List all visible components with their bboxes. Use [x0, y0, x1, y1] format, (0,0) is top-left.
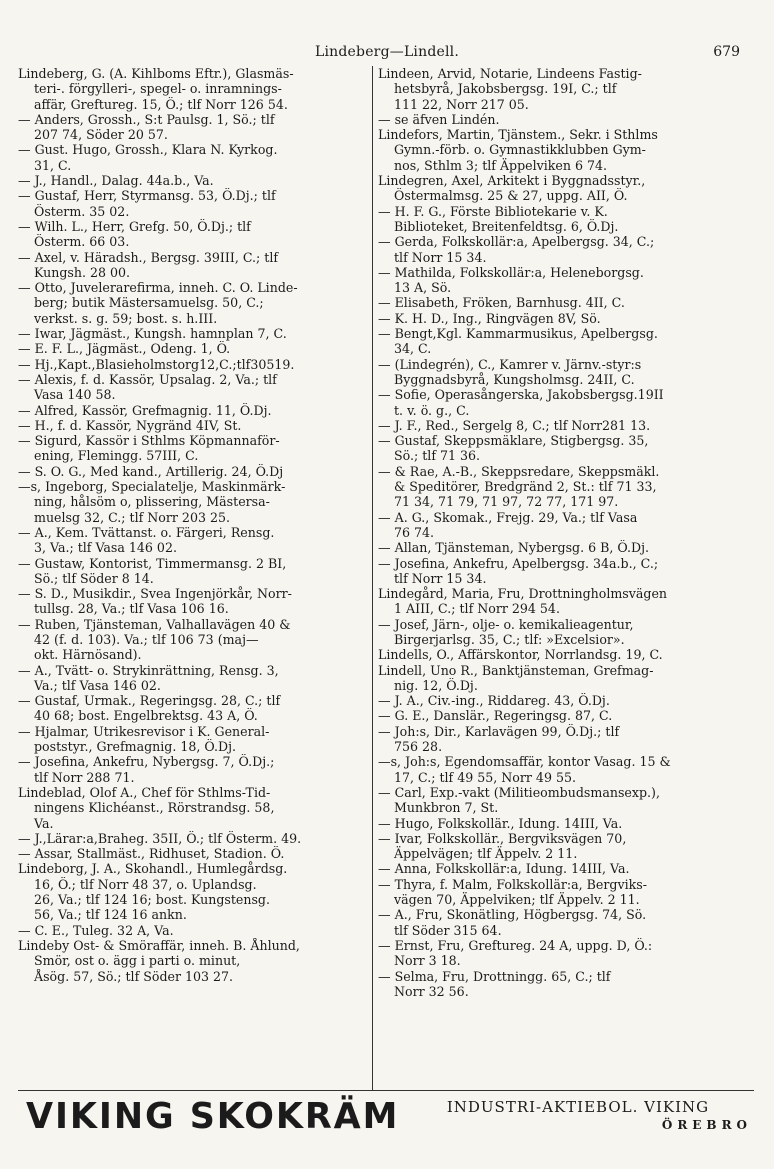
entry-line: — Ernst, Fru, Greftureg. 24 A, uppg. D, Ö.: — [378, 937, 653, 953]
directory-entry — [18, 219, 370, 250]
entry-continuation: berg; butik Mästersamuelsg. 50, C.; — [34, 295, 264, 311]
entry-line: — Gustaf, Herr, Styrmansg. 53, Ö.Dj.; tlf — [18, 188, 276, 204]
directory-entry — [378, 265, 754, 296]
directory-entry — [378, 540, 754, 555]
entry-line: — G. E., Danslär., Regeringsg. 87, C. — [378, 708, 613, 724]
directory-entry — [378, 66, 754, 112]
entry-line: Lindeblad, Olof A., Chef för Sthlms-Tid- — [18, 784, 271, 800]
entry-line: Lindells, O., Affärskontor, Norrlandsg. 19, C. — [378, 647, 663, 663]
entry-continuation: 56, Va.; tlf 124 16 ankn. — [34, 907, 187, 923]
entry-line: —s, Ingeborg, Specialatelje, Maskinmärk- — [18, 479, 286, 495]
directory-entry — [18, 280, 370, 326]
directory-entry — [18, 693, 370, 724]
entry-line: Lindeen, Arvid, Notarie, Lindeens Fastig- — [378, 66, 642, 81]
entry-line: Lindeborg, J. A., Skohandl., Humlegårdsg. — [18, 861, 288, 877]
entry-continuation: 26, Va.; tlf 124 16; bost. Kungstensg. — [34, 892, 270, 908]
entry-continuation: 40 68; bost. Engelbrektsg. 43 A, Ö. — [34, 708, 258, 724]
entry-continuation: nig. 12, Ö.Dj. — [394, 677, 478, 693]
entry-continuation: tlf Norr 288 71. — [34, 769, 135, 785]
entry-continuation: nos, Sthlm 3; tlf Äppelviken 6 74. — [394, 157, 608, 173]
entry-continuation: Va. — [34, 815, 54, 831]
entry-line: — K. H. D., Ing., Ringvägen 8V, Sö. — [378, 310, 601, 326]
entry-continuation: tlf Norr 15 34. — [394, 249, 487, 265]
entry-line: — Elisabeth, Fröken, Barnhusg. 4II, C. — [378, 295, 625, 311]
entry-line: — Bengt,Kgl. Kammarmusikus, Apelbergsg. — [378, 326, 658, 342]
page-header — [0, 44, 774, 66]
directory-entry — [18, 724, 370, 755]
directory-entry — [378, 617, 754, 648]
directory-entry — [18, 112, 370, 143]
entry-continuation: 16, Ö.; tlf Norr 48 37, o. Uplandsg. — [34, 876, 257, 892]
directory-entry — [18, 372, 370, 403]
entry-line: — Hugo, Folkskollär., Idung. 14III, Va. — [378, 815, 623, 831]
directory-entry — [18, 556, 370, 587]
entry-line: Lindegren, Axel, Arkitekt i Byggnadsstyr., — [378, 173, 646, 189]
entry-line: —s, Joh:s, Egendomsaffär, kontor Vasag. 15 & — [378, 754, 671, 770]
page-number: 679 — [713, 44, 740, 60]
entry-line: — Gust. Hugo, Grossh., Klara N. Kyrkog. — [18, 142, 278, 158]
entry-continuation: Norr 3 18. — [394, 953, 461, 969]
directory-entry — [378, 311, 754, 326]
entry-line: — Anders, Grossh., S:t Paulsg. 1, Sö.; tlf — [18, 111, 275, 127]
entry-continuation: verkst. s. g. 59; bost. s. h.III. — [34, 310, 218, 326]
entry-line: Lindeberg, G. (A. Kihlboms Eftr.), Glasmäs- — [18, 66, 294, 81]
directory-entry — [378, 112, 754, 127]
entry-line: Lindegård, Maria, Fru, Drottningholmsvägen — [378, 586, 668, 602]
entry-line: — Ruben, Tjänsteman, Valhallavägen 40 & — [18, 616, 291, 632]
entry-line: — E. F. L., Jägmäst., Odeng. 1, Ö. — [18, 341, 231, 357]
entry-line: — J. F., Red., Sergelg 8, C.; tlf Norr281 13. — [378, 417, 651, 433]
directory-entry — [18, 250, 370, 281]
entry-continuation: 13 A, Sö. — [394, 280, 452, 296]
directory-entry — [378, 127, 754, 173]
entry-line: — Hjalmar, Utrikesrevisor i K. General- — [18, 723, 270, 739]
directory-entry — [378, 708, 754, 723]
entry-line: — Sofie, Operasångerska, Jakobsbergsg.19II — [378, 387, 664, 403]
entry-continuation: Östermalmsg. 25 & 27, uppg. AII, Ö. — [394, 188, 628, 204]
entry-line: — Carl, Exp.-vakt (Militieombudsmansexp.), — [378, 784, 660, 800]
directory-entry — [18, 663, 370, 694]
entry-continuation: 3, Va.; tlf Vasa 146 02. — [34, 540, 177, 556]
directory-entry — [18, 846, 370, 861]
entry-continuation: 756 28. — [394, 739, 443, 755]
directory-entry — [18, 525, 370, 556]
entry-line: — A., Fru, Skonätling, Högbergsg. 74, Sö. — [378, 907, 647, 923]
entry-line: — Axel, v. Häradsh., Bergsg. 39III, C.; tlf — [18, 249, 279, 265]
entry-continuation: Smör, ost o. ägg i parti o. minut, — [34, 953, 241, 969]
entry-continuation: 111 22, Norr 217 05. — [394, 96, 529, 112]
ad-brand: VIKING SKOKRÄM — [26, 1096, 400, 1137]
entry-line: — Allan, Tjänsteman, Nybergsg. 6 B, Ö.Dj. — [378, 540, 649, 556]
directory-entry — [378, 816, 754, 831]
directory-entry — [18, 754, 370, 785]
entry-line: — A., Tvätt- o. Strykinrättning, Rensg. 3, — [18, 662, 279, 678]
entry-continuation: Åsög. 57, Sö.; tlf Söder 103 27. — [34, 968, 234, 984]
entry-continuation: tullsg. 28, Va.; tlf Vasa 106 16. — [34, 601, 229, 617]
directory-entry — [378, 938, 754, 969]
directory-entry — [18, 403, 370, 418]
directory-entry — [378, 969, 754, 1000]
directory-entry — [18, 418, 370, 433]
entry-continuation: teri-. förgylleri-, spegel- o. inramnings- — [34, 81, 282, 97]
entry-continuation: t. v. ö. g., C. — [394, 402, 470, 418]
entry-continuation: Österm. 66 03. — [34, 234, 130, 250]
entry-line: — J., Handl., Dalag. 44a.b., Va. — [18, 173, 214, 189]
directory-entry — [18, 142, 370, 173]
entry-continuation: ning, hålsöm o, plissering, Mästersa- — [34, 494, 270, 510]
directory-entry — [378, 907, 754, 938]
entry-continuation: Va.; tlf Vasa 146 02. — [34, 677, 161, 693]
directory-entry — [18, 923, 370, 938]
left-column — [18, 66, 370, 984]
entry-continuation: tlf Söder 315 64. — [394, 922, 502, 938]
entry-continuation: Kungsh. 28 00. — [34, 264, 131, 280]
directory-entry — [18, 66, 370, 112]
directory-entry — [378, 693, 754, 708]
entry-continuation: ening, Flemingg. 57III, C. — [34, 448, 199, 464]
directory-entry — [18, 831, 370, 846]
entry-continuation: Byggnadsbyrå, Kungsholmsg. 24II, C. — [394, 371, 635, 387]
entry-line: — Anna, Folkskollär:a, Idung. 14III, Va. — [378, 861, 630, 877]
entry-line: — (Lindegrén), C., Kamrer v. Järnv.-styr:s — [378, 356, 642, 372]
entry-line: — Selma, Fru, Drottningg. 65, C.; tlf — [378, 968, 611, 984]
entry-line: — & Rae, A.-B., Skeppsredare, Skeppsmäkl. — [378, 463, 660, 479]
directory-entry — [378, 433, 754, 464]
directory-entry — [378, 785, 754, 816]
right-column — [378, 66, 754, 999]
entry-line: — S. D., Musikdir., Svea Ingenjörkår, Norr- — [18, 586, 292, 602]
directory-entry — [378, 831, 754, 862]
directory-entry — [18, 938, 370, 984]
column-divider — [372, 66, 373, 1090]
entry-line: — Sigurd, Kassör i Sthlms Köpmannaför- — [18, 433, 280, 449]
directory-entry — [378, 387, 754, 418]
directory-entry — [18, 341, 370, 356]
entry-continuation: Norr 32 56. — [394, 983, 469, 999]
entry-continuation: Gymn.-förb. o. Gymnastikklubben Gym- — [394, 142, 646, 158]
directory-entry — [378, 861, 754, 876]
entry-continuation: 76 74. — [394, 524, 435, 540]
directory-entry — [18, 326, 370, 341]
entry-line: — Ivar, Folkskollär., Bergviksvägen 70, — [378, 830, 627, 846]
ad-company: INDUSTRI-AKTIEBOL. VIKING — [446, 1098, 710, 1116]
entry-line: — Josefina, Ankefru, Apelbergsg. 34a.b., C.; — [378, 555, 659, 571]
directory-entry — [18, 785, 370, 831]
entry-continuation: hetsbyrå, Jakobsbergsg. 19I, C.; tlf — [394, 81, 617, 97]
entry-continuation: ningens Klichéanst., Rörstrandsg. 58, — [34, 800, 275, 816]
entry-continuation: muelsg 32, C.; tlf Norr 203 25. — [34, 509, 230, 525]
directory-entry — [378, 418, 754, 433]
entry-line: — Gustaf, Urmak., Regeringsg. 28, C.; tlf — [18, 693, 281, 709]
entry-continuation: Biblioteket, Breitenfeldtsg. 6, Ö.Dj. — [394, 218, 619, 234]
entry-line: — Josefina, Ankefru, Nybergsg. 7, Ö.Dj.; — [18, 754, 275, 770]
entry-continuation: & Speditörer, Bredgränd 2, St.: tlf 71 33, — [394, 479, 657, 495]
directory-entry — [378, 556, 754, 587]
entry-line: — Gustaw, Kontorist, Timmermansg. 2 BI, — [18, 555, 287, 571]
directory-entry — [18, 479, 370, 525]
advertisement-banner — [18, 1094, 758, 1138]
directory-entry — [378, 295, 754, 310]
entry-line: — A. G., Skomak., Frejg. 29, Va.; tlf Vasa — [378, 509, 638, 525]
directory-entry — [18, 617, 370, 663]
directory-entry — [18, 861, 370, 922]
entry-line: — se äfven Lindén. — [378, 111, 500, 127]
entry-line: — Otto, Juvelerarefirma, inneh. C. O. Linde- — [18, 280, 298, 296]
directory-entry — [378, 754, 754, 785]
entry-line: Lindell, Uno R., Banktjänsteman, Grefmag- — [378, 662, 654, 678]
entry-continuation: 17, C.; tlf 49 55, Norr 49 55. — [394, 769, 576, 785]
directory-entry — [18, 464, 370, 479]
entry-continuation: 31, C. — [34, 157, 72, 173]
entry-continuation: affär, Greftureg. 15, Ö.; tlf Norr 126 54. — [34, 96, 288, 112]
directory-entry — [18, 173, 370, 188]
directory-entry — [378, 647, 754, 662]
entry-continuation: vägen 70, Äppelviken; tlf Äppelv. 2 11. — [394, 892, 640, 908]
entry-continuation: 42 (f. d. 103). Va.; tlf 106 73 (maj— — [34, 631, 259, 647]
footer-rule — [18, 1090, 754, 1091]
entry-line: — Gerda, Folkskollär:a, Apelbergsg. 34, C.; — [378, 234, 655, 250]
directory-entry — [378, 173, 754, 204]
entry-line: — S. O. G., Med kand., Artillerig. 24, Ö.Dj — [18, 463, 284, 479]
entry-continuation: Birgerjarlsg. 35, C.; tlf: »Excelsior». — [394, 631, 625, 647]
entry-continuation: Sö.; tlf Söder 8 14. — [34, 570, 154, 586]
entry-continuation: Munkbron 7, St. — [394, 800, 499, 816]
entry-line: — J. A., Civ.-ing., Riddareg. 43, Ö.Dj. — [378, 693, 610, 709]
entry-continuation: Österm. 35 02. — [34, 203, 130, 219]
entry-line: Lindefors, Martin, Tjänstem., Sekr. i Sthlms — [378, 127, 658, 143]
entry-line: — H. F. G., Förste Bibliotekarie v. K. — [378, 203, 608, 219]
entry-line: — Hj.,Kapt.,Blasieholmstorg12,C.;tlf30519. — [18, 356, 295, 372]
entry-continuation: okt. Härnösand). — [34, 647, 142, 663]
entry-line: — Mathilda, Folkskollär:a, Heleneborgsg. — [378, 264, 644, 280]
entry-line: — Assar, Stallmäst., Ridhuset, Stadion. Ö. — [18, 846, 285, 862]
entry-line: — C. E., Tuleg. 32 A, Va. — [18, 922, 174, 938]
directory-entry — [378, 663, 754, 694]
entry-line: — Alexis, f. d. Kassör, Upsalag. 2, Va.; tlf — [18, 371, 277, 387]
entry-line: — H., f. d. Kassör, Nygränd 4IV, St. — [18, 417, 242, 433]
entry-line: — Iwar, Jägmäst., Kungsh. hamnplan 7, C. — [18, 326, 287, 342]
entry-line: — Wilh. L., Herr, Grefg. 50, Ö.Dj.; tlf — [18, 218, 251, 234]
entry-continuation: 34, C. — [394, 341, 432, 357]
directory-entry — [18, 188, 370, 219]
entry-line: — Joh:s, Dir., Karlavägen 99, Ö.Dj.; tlf — [378, 723, 620, 739]
entry-continuation: 1 AIII, C.; tlf Norr 294 54. — [394, 601, 560, 617]
ad-city: ÖREBRO — [661, 1118, 752, 1132]
entry-line: — Alfred, Kassör, Grefmagnig. 11, Ö.Dj. — [18, 402, 272, 418]
directory-entry — [378, 326, 754, 357]
directory-entry — [378, 464, 754, 510]
directory-entry — [378, 877, 754, 908]
directory-entry — [378, 234, 754, 265]
entry-line: Lindeby Ost- & Smöraffär, inneh. B. Åhlund, — [18, 937, 300, 953]
entry-line: — A., Kem. Tvättanst. o. Färgeri, Rensg. — [18, 524, 275, 540]
directory-entry — [18, 433, 370, 464]
entry-line: — Thyra, f. Malm, Folkskollär:a, Bergviks- — [378, 876, 647, 892]
entry-continuation: poststyr., Grefmagnig. 18, Ö.Dj. — [34, 739, 236, 755]
entry-line: — Gustaf, Skeppsmäklare, Stigbergsg. 35, — [378, 433, 649, 449]
entry-continuation: tlf Norr 15 34. — [394, 570, 487, 586]
directory-entry — [378, 724, 754, 755]
directory-entry — [378, 586, 754, 617]
directory-entry — [18, 586, 370, 617]
entry-continuation: Sö.; tlf 71 36. — [394, 448, 481, 464]
entry-continuation: Äppelvägen; tlf Äppelv. 2 11. — [394, 846, 578, 862]
running-head: Lindeberg—Lindell. — [315, 44, 459, 60]
entry-continuation: 71 34, 71 79, 71 97, 72 77, 171 97. — [394, 494, 619, 510]
directory-entry — [18, 357, 370, 372]
directory-entry — [378, 357, 754, 388]
entry-continuation: Vasa 140 58. — [34, 387, 116, 403]
directory-entry — [378, 510, 754, 541]
entry-line: — Josef, Järn-, olje- o. kemikalieagentur, — [378, 616, 634, 632]
directory-entry — [378, 204, 754, 235]
entry-continuation: 207 74, Söder 20 57. — [34, 127, 168, 143]
entry-line: — J.,Lärar:a,Braheg. 35II, Ö.; tlf Österm. 49. — [18, 830, 302, 846]
